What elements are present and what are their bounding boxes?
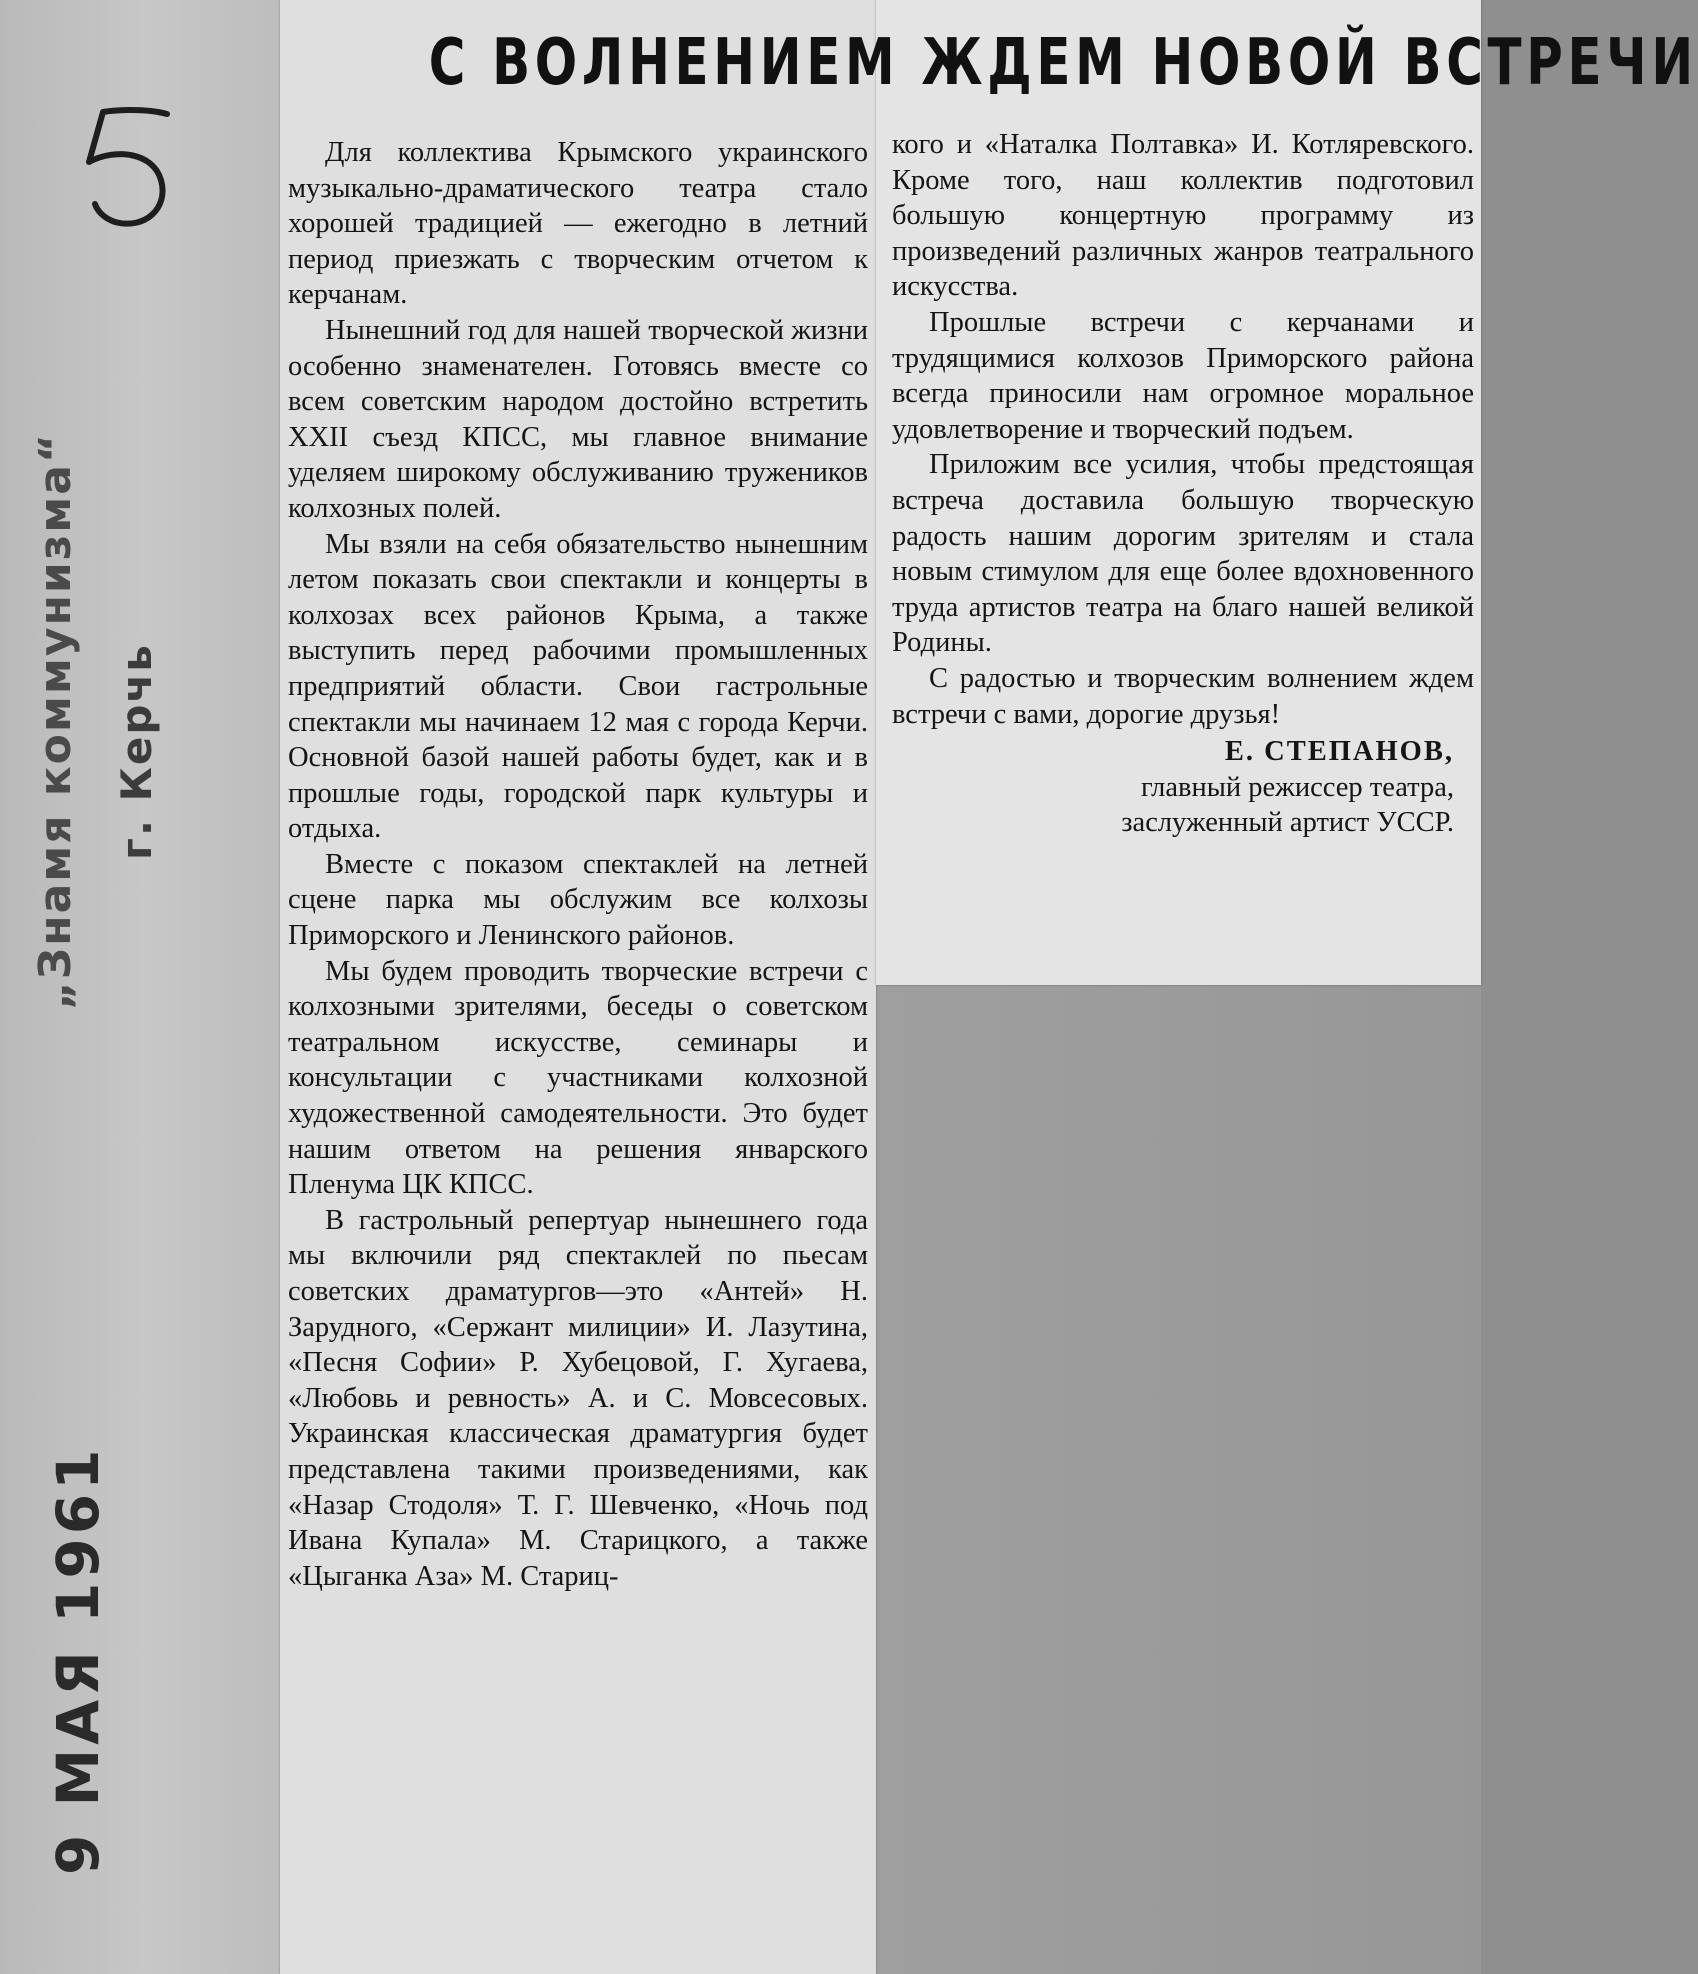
author-title: главный режиссер театра, [1140,771,1454,803]
article-left-column [288,135,868,1594]
paragraph: Вместе с показом спектаклей на летней сцене парка мы обслужим все колхозы Приморского и Ленинского районов. [288,848,868,952]
paragraph: кого и «Наталка Полтавка» И. Котляревского. Кроме того, наш коллектив подготовил большую концертную программу из произведений различных жанров театрального искусства. [892,129,1474,303]
city-stamp: г. Керчь [112,643,161,860]
paragraph: Для коллектива Крымского украинского музыкально-драматического театра стало хорошей традицией — ежегодно в летний период приезжать с творческим отчетом к керчанам. [288,137,868,311]
paragraph: Нынешний год для нашей творческой жизни особенно знаменателен. Готовясь вместе со всем советским народом достойно встретить XXII съезд КПСС, мы главное внимание уделяем широкому обслуживанию тружеников колхозных полей. [288,314,868,524]
author-rank: заслуженный артист УССР. [1121,807,1454,839]
date-stamp: 9 МАЯ 1961 [44,1445,112,1875]
paragraph: Приложим все усилия, чтобы предстоящая встреча доставила большую творческую радость нашим дорогим зрителям и стала новым стимулом для еще более вдохновенного труда артистов театра на благо нашей великой Родины. [892,449,1474,659]
handwritten-number-five [75,100,185,240]
paragraph: Прошлые встречи с керчанами и трудящимися колхозов Приморского района всегда приносили нам огромное моральное удовлетворение и творческий подъем. [892,306,1474,445]
article-headline: С ВОЛНЕНИЕМ ЖДЕМ НОВОЙ ВСТРЕЧИ [428,26,1698,100]
paragraph: В гастрольный репертуар нынешнего года мы включили ряд спектаклей по пьесам советских драматургов—это «Антей» Н. Зарудного, «Сержант милиции» И. Лазутина, «Песня Софии» Р. Хубецовой, Г. Хугаева, «Любовь и ревность» А. и С. Мовсесовых. Украинская классическая драматургия будет представлена такими произведениями, как «Назар Стодоля» Т. Г. Шевченко, «Ночь под Ивана Купала» М. Старицкого, а также «Цыганка Аза» М. Стариц- [288,1204,868,1592]
newspaper-name-stamp: „Знамя коммунизма“ [30,432,81,1010]
author-name: Е. СТЕПАНОВ, [1224,736,1454,768]
article-right-column [892,127,1474,841]
paragraph: Мы взяли на себя обязательство нынешним летом показать свои спектакли и концерты в колхозах всех районов Крыма, а также выступить перед рабочими промышленных предприятий области. Свои гастрольные спектакли мы начинаем 12 мая с города Керчи. Основной базой нашей работы будет, как и в прошлые годы, городской парк культуры и отдыха. [288,528,868,845]
paragraph: Мы будем проводить творческие встречи с колхозными зрителями, беседы о советском театральном искусстве, семинары и консультации с участниками колхозной художественной самодеятельности. Это будет нашим ответом на решения январского Пленума ЦК КПСС. [288,955,868,1201]
paragraph: С радостью и творческим волнением ждем встречи с вами, дорогие друзья! [892,662,1474,730]
